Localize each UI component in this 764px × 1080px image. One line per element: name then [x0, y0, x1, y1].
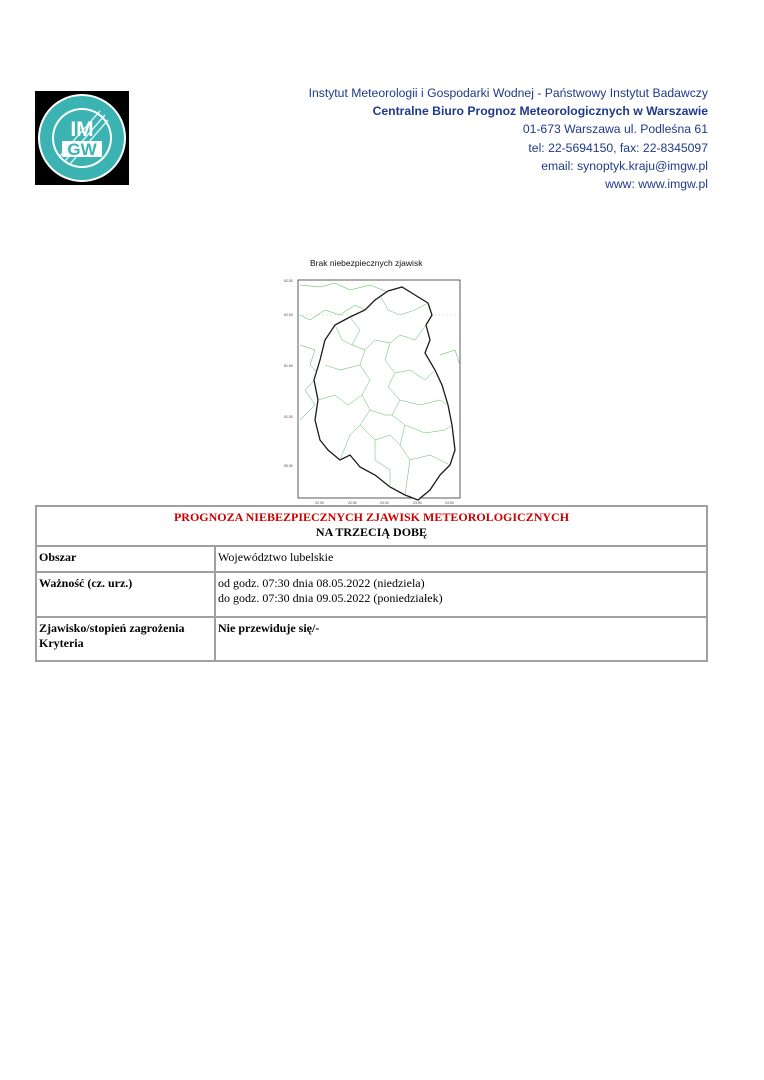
lon-label: 24.00: [445, 501, 454, 505]
row-value: Województwo lubelskie: [215, 546, 707, 572]
table-row: [36, 572, 707, 617]
map-title: Brak niebezpiecznych zjawisk: [310, 258, 423, 268]
row-label: [36, 617, 215, 661]
criteria-label: Kryteria: [39, 636, 84, 650]
imgw-logo: [35, 91, 129, 185]
warning-table: [35, 505, 708, 662]
website: www: www.imgw.pl: [605, 177, 708, 192]
email: email: synoptyk.kraju@imgw.pl: [541, 158, 708, 173]
warning-map: [280, 255, 470, 505]
validity-from: od godz. 07:30 dnia 08.05.2022 (niedziela): [218, 576, 425, 590]
lon-label: 22.50: [348, 501, 357, 505]
logo-text-top: IM: [70, 118, 94, 141]
lon-label: 23.00: [380, 501, 389, 505]
table-row: [36, 546, 707, 572]
row-value: [215, 572, 707, 617]
lat-label: 51.00: [284, 415, 293, 419]
lat-label: 52.00: [284, 313, 293, 317]
lat-label: 51.50: [284, 364, 293, 368]
address: 01-673 Warszawa ul. Podleśna 61: [522, 122, 708, 137]
table-title-cell: [36, 506, 707, 546]
phenomenon-label: Zjawisko/stopień zagrożenia: [39, 621, 185, 635]
validity-to: do godz. 07:30 dnia 09.05.2022 (poniedziałek): [218, 591, 443, 605]
table-row: [36, 617, 707, 661]
row-value: Nie przewiduje się/-: [215, 617, 707, 661]
institute-name: Instytut Meteorologii i Gospodarki Wodnej - Państwowy Instytut Badawczy: [308, 86, 708, 100]
lon-label: 22.00: [315, 501, 324, 505]
lon-label: 23.50: [413, 501, 422, 505]
bureau-name: Centralne Biuro Prognoz Meteorologicznych w Warszawie: [372, 104, 708, 119]
phone-fax: tel: 22-5694150, fax: 22-8345097: [528, 140, 708, 155]
logo-text-bottom: GW: [67, 140, 97, 159]
row-label: Ważność (cz. urz.): [36, 572, 215, 617]
lat-label: 52.50: [284, 279, 293, 283]
row-label: Obszar: [36, 546, 215, 572]
table-subtitle: NA TRZECIĄ DOBĘ: [315, 525, 428, 539]
table-title: PROGNOZA NIEBEZPIECZNYCH ZJAWISK METEOROLOGICZNYCH: [173, 510, 570, 524]
institute-header: [309, 84, 708, 193]
lat-label: 50.50: [284, 464, 293, 468]
